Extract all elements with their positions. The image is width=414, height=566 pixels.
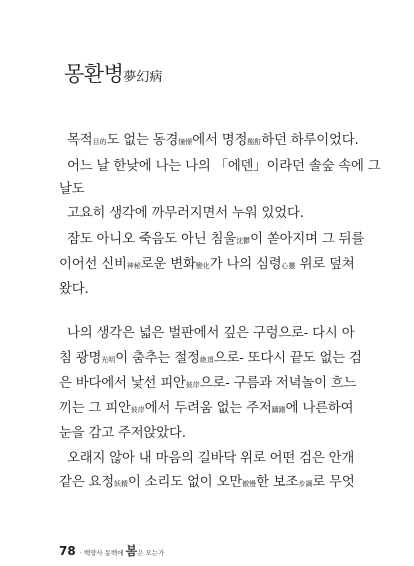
text-line: 오래지 않아 내 마음의 길바닥 위로 어떤 검은 안개 [67, 451, 355, 466]
text-line: 왔다. [59, 282, 89, 297]
chapter-title [64, 58, 162, 88]
page-footer [59, 540, 164, 559]
text-line: 날도 [59, 182, 85, 197]
text-line: 끼는 그 피안彼岸에서 두려움 없는 주저躊躇에 나른하여 [59, 401, 354, 416]
text-line: 은 바다에서 낯선 피안彼岸으로- 구름과 저녁놀이 흐느 [59, 376, 357, 391]
running-book-title: · 백양사 동백에 봄은 오는가 [79, 544, 165, 558]
text-line: 목적目的도 없는 동경憧憬에서 명정酩酊하던 하루이었다. [67, 133, 359, 148]
text-line: 고요히 생각에 까무러지면서 누워 있었다. [67, 206, 304, 221]
text-line: 이어선 신비神秘로운 변화變化가 나의 심령心靈 위로 덮쳐 [59, 257, 355, 272]
text-line: 잠도 아니오 죽음도 아닌 침울沈鬱이 쏟아지며 그 뒤를 [67, 232, 365, 247]
text-line: 나의 생각은 넓은 벌판에서 깊은 구렁으로- 다시 아 [67, 326, 355, 341]
text-line: 같은 요정妖精이 소리도 없이 오만傲慢한 보조步調로 무엇 [59, 475, 355, 490]
text-line: 침 광명光明이 춤추는 절정絶頂으로- 또다시 끝도 없는 검 [59, 351, 362, 366]
text-line: 어느 날 한낮에 나는 나의 「에덴」이라던 솔숲 속에 그 [67, 159, 381, 174]
text-line: 눈을 감고 주저앉았다. [59, 426, 186, 441]
page-number: 78 [59, 544, 76, 558]
chapter-title-hanja: 夢幻病 [123, 70, 163, 85]
chapter-title-korean: 몽환병 [64, 62, 124, 86]
